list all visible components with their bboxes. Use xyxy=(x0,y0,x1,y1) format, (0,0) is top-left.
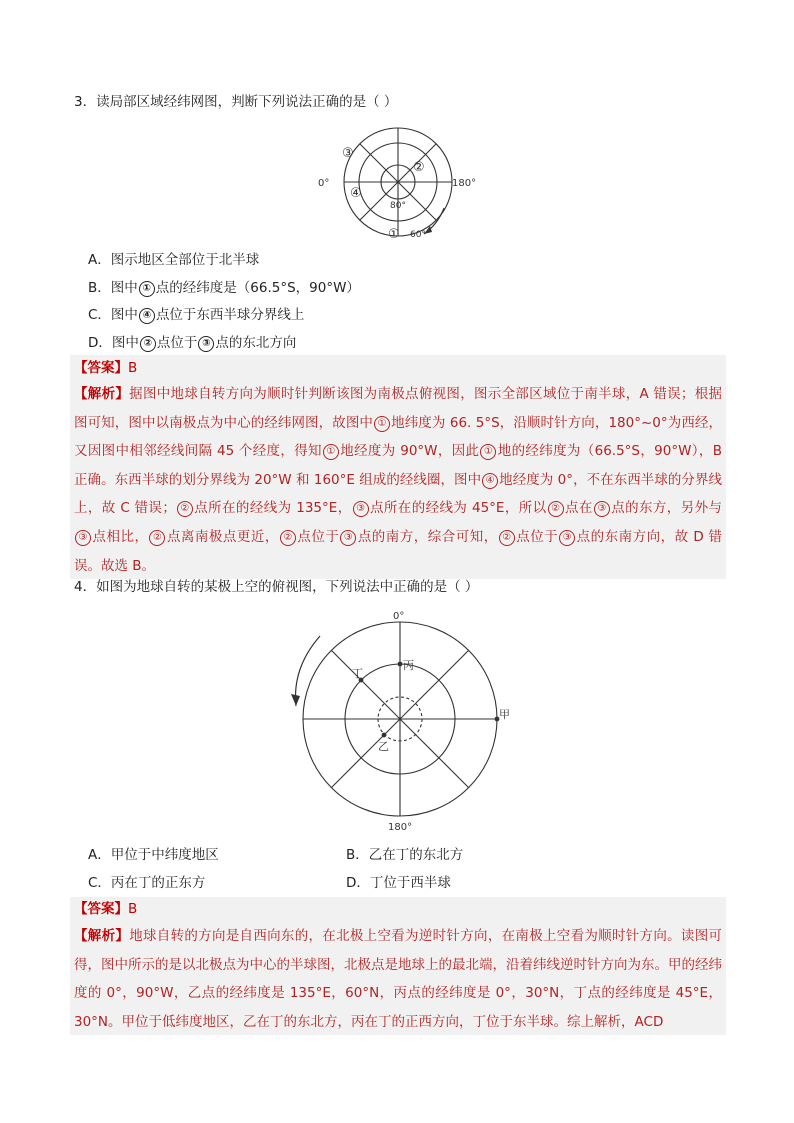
q3-analysis-s13: 点的南方，综合可知， xyxy=(357,528,498,545)
q4-answer-tag: 【答案】 xyxy=(74,901,128,917)
q4-label-top: 0° xyxy=(393,611,405,622)
q4-option-d: D．丁位于西半球 xyxy=(346,875,451,891)
q3-analysis-c3: ① xyxy=(480,444,496,460)
q4-label-bottom: 180° xyxy=(388,822,413,833)
q3-analysis-s9: 点的东方，另外与 xyxy=(610,500,723,517)
q3-option-a: A．图示地区全部位于北半球 xyxy=(88,252,260,268)
q3-option-b-pre: B．图中 xyxy=(88,280,138,296)
q3-analysis-c6: ③ xyxy=(353,501,369,517)
q3-label-80: 80° xyxy=(390,201,406,211)
q4-option-a: A．甲位于中纬度地区 xyxy=(88,847,219,863)
q3-analysis-c4: ④ xyxy=(482,473,498,489)
q3-point-4: ④ xyxy=(350,186,362,201)
q3-label-60: 60° xyxy=(410,230,426,240)
q3-option-d-mid: 点位于 xyxy=(156,335,198,351)
q3-analysis-c14: ③ xyxy=(559,530,575,546)
q3-analysis-s7: 点所在的经线为 45°E，所以 xyxy=(369,500,547,517)
q3-analysis xyxy=(74,380,722,580)
q4-label-jia: 甲 xyxy=(499,708,510,721)
q4-option-b: B．乙在丁的东北方 xyxy=(346,847,464,863)
q4-analysis-text: 地球自转的方向是自西向东的，在北极上空看为逆时针方向，在南极上空看为顺时针方向。读图可得，图中所示的是以北极点为中心的半球图，北极点是地球上的最北端，沿着纬线逆时针方向为东。甲的经纬度的 0°，90°W，乙点的经纬度是 135°E，60°N，丙点的经纬度是 0°，30°N，丁点的经纬度是 45°E，30°N。甲位于低纬度地区，乙在丁的东北方，丙在丁的正西方向，丁位于东半球。综上解析，ACD xyxy=(74,928,723,1030)
q3-analysis-s15: 点的东南方向，故 D 错误。故选 B。 xyxy=(74,528,723,574)
q4-figure xyxy=(282,608,514,834)
q3-option-b-circle: ① xyxy=(139,281,155,297)
q3-option-d xyxy=(88,333,296,353)
q3-analysis-c11: ② xyxy=(280,530,296,546)
q3-analysis-s4: 地的经纬度为（66.5°S，90°W），B 正确。东西半球的划分界线为 20°W 和 160°E 组成的经线圈，图中 xyxy=(74,443,722,488)
q3-analysis-s12: 点位于 xyxy=(296,528,340,545)
q3-analysis-tag: 【解析】 xyxy=(74,386,130,402)
q3-analysis-s1: 据图中地球自转方向为顺时针判断该图为南极点俯视图，图示全部区域位于南半球，A 错误；根据图可知，图中以南极点为中心的经纬网图，故图中 xyxy=(74,386,722,431)
q3-option-b xyxy=(88,278,360,298)
q3-label-0: 0° xyxy=(318,178,330,189)
q3-analysis-s10: 点相比， xyxy=(92,528,149,545)
q4-analysis xyxy=(74,922,722,1036)
q4-label-ding: 丁 xyxy=(352,667,363,680)
q3-option-c-circle: ④ xyxy=(139,308,155,324)
q4-label-yi: 乙 xyxy=(378,740,389,753)
q3-point-1: ① xyxy=(388,227,400,242)
q3-point-2: ② xyxy=(413,160,425,175)
q3-option-c xyxy=(88,305,304,325)
q3-analysis-c12: ③ xyxy=(340,530,356,546)
q3-analysis-c8: ③ xyxy=(594,501,610,517)
q4-answer xyxy=(74,899,137,919)
q3-option-d-pre: D．图中 xyxy=(88,335,139,351)
q3-analysis-c10: ② xyxy=(149,530,165,546)
q3-analysis-s14: 点位于 xyxy=(515,528,559,545)
q3-answer xyxy=(74,358,137,378)
q3-option-d-circle-2: ③ xyxy=(198,336,214,352)
q3-option-d-post: 点的东北方向 xyxy=(215,335,297,351)
q3-stem: 3．读局部区域经纬网图，判断下列说法正确的是（ ） xyxy=(74,94,398,110)
q3-analysis-s2: 地纬度为 66. 5°S，沿顺时针方向，180°~0°为西经，又因图中相邻经线间隔 45 个经度，得知 xyxy=(74,414,722,460)
q4-answer-value: B xyxy=(128,901,138,917)
q3-analysis-c1: ① xyxy=(374,416,390,432)
q4-stem: 4．如图为地球自转的某极上空的俯视图，下列说法中正确的是（ ） xyxy=(74,579,479,595)
q3-analysis-s11: 点离南极点更近， xyxy=(166,528,279,545)
q3-analysis-s8: 点在 xyxy=(564,500,593,517)
q3-option-c-pre: C．图中 xyxy=(88,307,138,323)
q4-option-c: C．丙在丁的正东方 xyxy=(88,875,206,891)
q3-answer-value: B xyxy=(128,360,138,376)
q3-option-c-post: 点位于东西半球分界线上 xyxy=(155,307,305,323)
q3-analysis-s3: 地经度为 90°W，因此 xyxy=(339,443,480,460)
q4-label-bing: 丙 xyxy=(403,659,414,672)
q3-analysis-c5: ② xyxy=(177,501,193,517)
q3-label-180: 180° xyxy=(452,178,477,189)
q3-figure xyxy=(312,120,482,244)
q3-analysis-s6: 点所在的经线为 135°E， xyxy=(193,500,352,517)
q3-option-d-circle-1: ② xyxy=(140,336,156,352)
q4-analysis-tag: 【解析】 xyxy=(74,928,130,944)
q3-analysis-c13: ② xyxy=(499,530,515,546)
q3-analysis-c9: ③ xyxy=(75,530,91,546)
q3-answer-tag: 【答案】 xyxy=(74,360,128,376)
q3-option-b-post: 点的经纬度是（66.5°S，90°W） xyxy=(155,280,360,296)
q3-analysis-s5: 地经度为 0°，不在东西半球的分界线上，故 C 错误； xyxy=(74,471,722,517)
q3-analysis-c7: ② xyxy=(548,501,564,517)
q3-analysis-c2: ① xyxy=(323,444,339,460)
q3-point-3: ③ xyxy=(342,146,354,161)
